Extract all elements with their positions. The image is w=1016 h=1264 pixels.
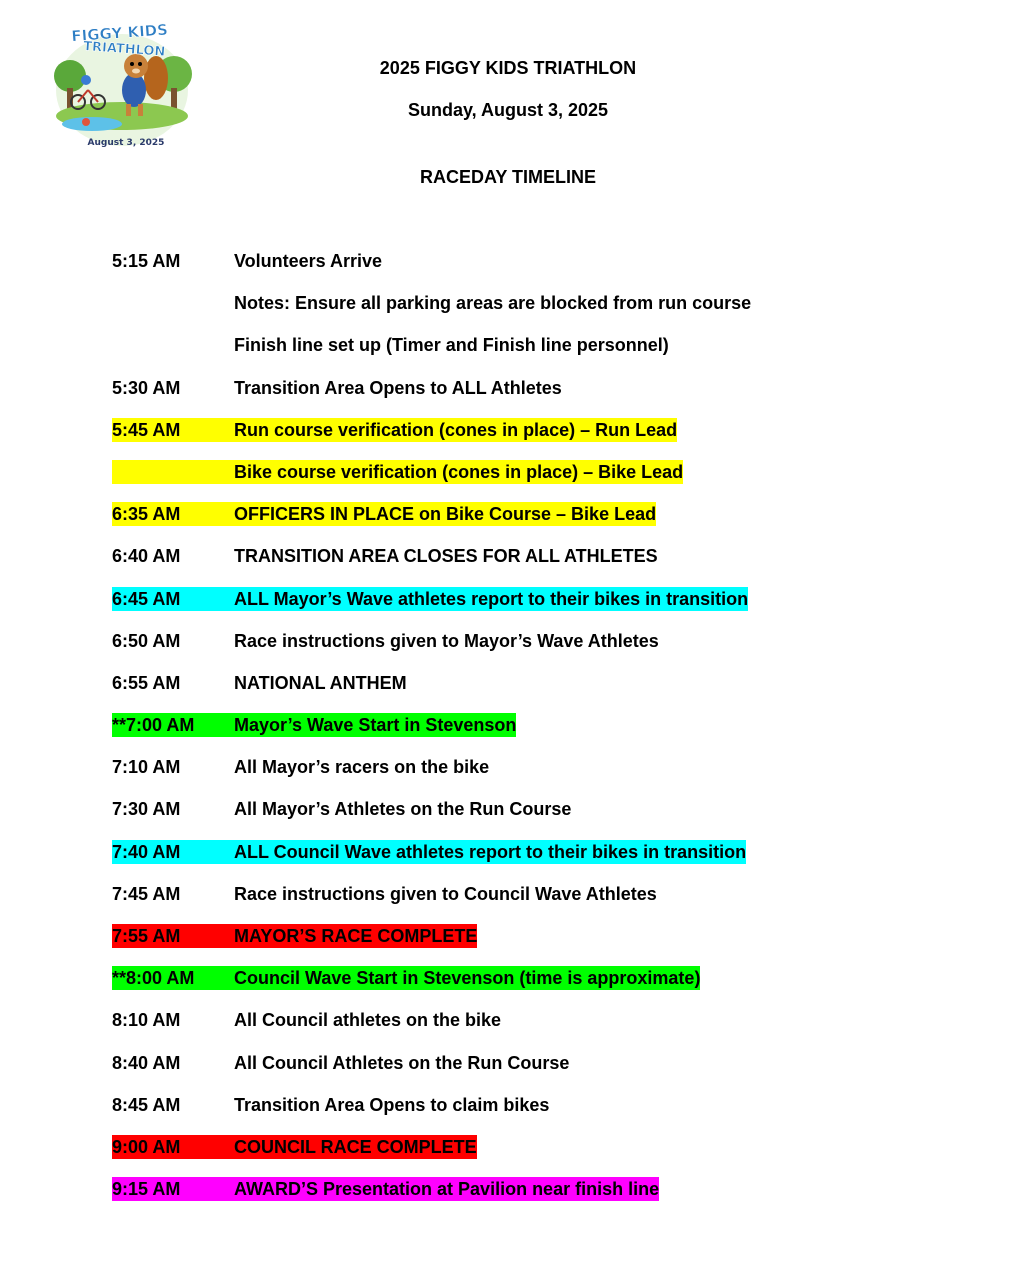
timeline-row — [112, 1135, 872, 1177]
timeline-entry — [112, 1008, 501, 1032]
timeline-entry — [112, 376, 562, 400]
timeline-entry-highlighted — [112, 966, 700, 990]
timeline-description: Transition Area Opens to claim bikes — [234, 1094, 550, 1115]
timeline-row — [112, 587, 872, 629]
timeline-time: **8:00 AM — [112, 968, 195, 989]
timeline-time: 6:40 AM — [112, 546, 181, 567]
timeline-entry-highlighted — [112, 418, 677, 442]
logo-title-line2: TRIATHLON — [82, 39, 166, 60]
timeline-time: 6:50 AM — [112, 630, 181, 651]
timeline-time: 7:45 AM — [112, 883, 181, 904]
logo-date: August 3, 2025 — [87, 138, 165, 148]
timeline-description: Mayor’s Wave Start in Stevenson — [234, 715, 517, 736]
timeline-row — [112, 333, 872, 375]
timeline-time: 5:45 AM — [112, 419, 181, 440]
timeline-time: 6:45 AM — [112, 588, 181, 609]
timeline-entry — [112, 755, 489, 779]
timeline-entry-highlighted — [112, 924, 477, 948]
timeline-time: 5:30 AM — [112, 377, 181, 398]
timeline-entry — [112, 797, 571, 821]
timeline-description: Bike course verification (cones in place) – Bike Lead — [234, 461, 684, 482]
timeline-description: Notes: Ensure all parking areas are blocked from run course — [234, 293, 752, 314]
timeline-time: 7:55 AM — [112, 926, 181, 946]
timeline-time: 9:00 AM — [112, 1136, 181, 1157]
timeline-time: 7:40 AM — [112, 841, 181, 862]
timeline-description: Race instructions given to Mayor’s Wave Athletes — [234, 630, 659, 651]
timeline-time: 6:55 AM — [112, 672, 181, 693]
timeline-description: OFFICERS IN PLACE on Bike Course – Bike Lead — [234, 504, 657, 525]
timeline-time: 7:10 AM — [112, 757, 181, 778]
timeline-description: COUNCIL RACE COMPLETE — [234, 1136, 477, 1157]
timeline-description: ALL Council Wave athletes report to their bikes in transition — [234, 841, 747, 862]
event-logo — [52, 18, 192, 154]
timeline-entry — [112, 249, 382, 273]
timeline-entry — [112, 544, 658, 568]
timeline-entry — [112, 291, 751, 315]
timeline-time: 8:40 AM — [112, 1052, 181, 1073]
timeline-entry-highlighted — [112, 460, 683, 484]
timeline-description: Race instructions given to Council Wave Athletes — [234, 883, 657, 904]
timeline-description: ALL Mayor’s Wave athletes report to their bikes in transition — [234, 588, 749, 609]
timeline-row — [112, 1177, 872, 1219]
timeline-time — [112, 333, 234, 357]
timeline-row — [112, 502, 872, 544]
timeline-entry — [112, 629, 659, 653]
timeline-row — [112, 291, 872, 333]
event-date: Sunday, August 3, 2025 — [407, 100, 609, 120]
timeline-time — [112, 460, 234, 484]
timeline-time: 5:15 AM — [112, 251, 181, 271]
raceday-timeline — [112, 249, 872, 1219]
timeline-description: TRANSITION AREA CLOSES FOR ALL ATHLETES — [234, 546, 658, 567]
timeline-row — [112, 882, 872, 924]
timeline-row — [112, 418, 872, 460]
timeline-time: **7:00 AM — [112, 715, 195, 736]
logo-title-line1: FIGGY KIDS — [70, 20, 169, 46]
timeline-description: Council Wave Start in Stevenson (time is approximate) — [234, 968, 701, 989]
timeline-row — [112, 797, 872, 839]
timeline-row — [112, 629, 872, 671]
section-title: RACEDAY TIMELINE — [419, 167, 597, 187]
timeline-description: NATIONAL ANTHEM — [234, 672, 407, 693]
timeline-description: All Mayor’s racers on the bike — [234, 757, 490, 778]
timeline-row — [112, 460, 872, 502]
timeline-time: 6:35 AM — [112, 504, 181, 525]
timeline-entry-highlighted — [112, 840, 746, 864]
timeline-description: Transition Area Opens to ALL Athletes — [234, 377, 562, 398]
timeline-time: 8:45 AM — [112, 1094, 181, 1115]
timeline-row — [112, 755, 872, 797]
timeline-entry — [112, 1051, 569, 1075]
timeline-time: 9:15 AM — [112, 1179, 181, 1200]
timeline-entry-highlighted — [112, 713, 516, 737]
timeline-row — [112, 1093, 872, 1135]
timeline-description: All Council Athletes on the Run Course — [234, 1052, 570, 1073]
timeline-description: AWARD’S Presentation at Pavilion near finish line — [234, 1179, 660, 1200]
timeline-row — [112, 966, 872, 1008]
timeline-entry-highlighted — [112, 1177, 659, 1201]
timeline-row — [112, 924, 872, 966]
page-title: 2025 FIGGY KIDS TRIATHLON — [379, 58, 637, 78]
timeline-description: All Mayor’s Athletes on the Run Course — [234, 799, 572, 820]
timeline-row — [112, 671, 872, 713]
timeline-row — [112, 249, 872, 291]
timeline-entry-highlighted — [112, 502, 656, 526]
timeline-entry — [112, 333, 669, 357]
timeline-entry — [112, 671, 407, 695]
timeline-entry — [112, 1093, 549, 1117]
timeline-description: Volunteers Arrive — [234, 251, 383, 271]
timeline-row — [112, 544, 872, 586]
timeline-row — [112, 1051, 872, 1093]
timeline-time: 7:30 AM — [112, 799, 181, 820]
timeline-entry — [112, 882, 657, 906]
timeline-row — [112, 376, 872, 418]
timeline-row — [112, 1008, 872, 1050]
timeline-description: All Council athletes on the bike — [234, 1010, 502, 1031]
timeline-description: MAYOR’S RACE COMPLETE — [234, 926, 478, 946]
timeline-row — [112, 840, 872, 882]
timeline-time — [112, 291, 234, 315]
timeline-description: Finish line set up (Timer and Finish line personnel) — [234, 335, 669, 356]
timeline-row — [112, 713, 872, 755]
timeline-entry-highlighted — [112, 587, 748, 611]
timeline-time: 8:10 AM — [112, 1010, 181, 1031]
timeline-description: Run course verification (cones in place) – Run Lead — [234, 419, 678, 440]
timeline-entry-highlighted — [112, 1135, 477, 1159]
